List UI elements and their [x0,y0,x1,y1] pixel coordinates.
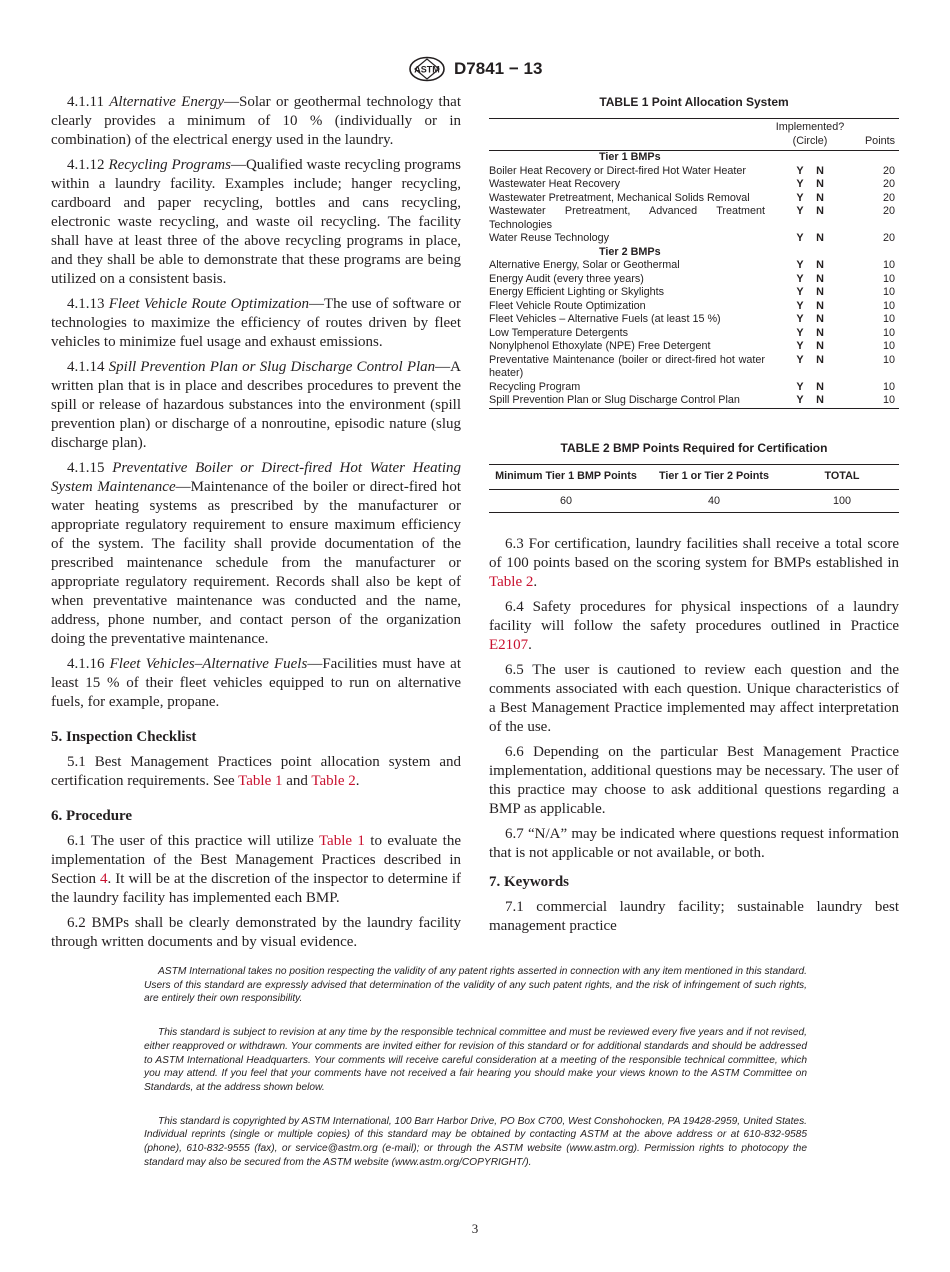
bmp-name: Alternative Energy, Solar or Geothermal [489,259,680,271]
t2-header-total: TOTAL [785,464,899,489]
table-2-link[interactable]: Table 2 [311,773,356,789]
yes-option[interactable]: Y [796,178,804,190]
implemented-choice[interactable] [765,178,855,192]
point-allocation-body [489,151,899,409]
page-number: 3 [471,1221,479,1236]
table-row [489,394,899,408]
section-6-2: 6.2 BMPs shall be clearly demonstrated by the laundry facility through written documents and by visual evidence. [51,915,461,950]
table-row [489,313,899,327]
table-row [489,165,899,179]
section-5-1: 5.1 Best Management Practices point allocation system and certification requirements. See Table 1 and Table 2. [51,754,461,789]
no-option[interactable]: N [816,178,824,190]
implemented-choice[interactable] [765,273,855,287]
table-row [489,327,899,341]
implemented-choice[interactable] [765,232,855,246]
bmp-points: 10 [882,340,895,352]
bmp-points: 20 [882,178,895,190]
yes-option[interactable]: Y [796,259,804,271]
bmp-name: Fleet Vehicles – Alternative Fuels (at least 15 %) [489,313,721,325]
tier-heading: Tier 2 BMPs [599,245,661,258]
right-column [489,93,899,942]
yes-option[interactable]: Y [796,191,804,204]
e2107-link[interactable]: E2107 [489,636,529,653]
yes-option[interactable]: Y [796,205,804,217]
no-option[interactable]: N [816,272,824,285]
bmp-points: 10 [882,272,895,285]
bmp-name: Fleet Vehicle Route Optimization [489,299,646,312]
bmp-points: 10 [882,353,895,366]
table-row [489,205,899,232]
section-4-1-15: 4.1.15 Preventative Boiler or Direct-fired Hot Water Heating System Maintenance—Maintenance of the boiler or direct-fired hot water heating systems as prescribed by the manufacturer or appropriate regulatory requirement to ensure maximum efficiency of the system. The facility shall provide documentation of the prescribed maintenance schedule from the manufacturer or appropriate regulatory requirement. Records shall also be kept of when preventative maintenance was conducted and the name, address, phone number, and contact person of the organization doing the preventative maintenance. [51,460,462,647]
no-option[interactable]: N [816,313,824,325]
left-column [51,93,461,958]
table-row [489,232,899,246]
implemented-choice[interactable] [765,192,855,206]
bmp-points: 10 [882,394,895,406]
table-2-link[interactable]: Table 2 [489,573,534,590]
section-4-link[interactable]: 4 [100,871,108,887]
bmp-points: 10 [882,286,895,298]
yes-option[interactable]: Y [796,286,804,298]
copyright-notice: This standard is copyrighted by ASTM International, 100 Barr Harbor Drive, PO Box C700, West Conshohocken, PA 19428-2959, United States. Individual reprints (single or multiple copies) of this standard may be obtained by contacting ASTM at the above address or at 610-832-9585 (phone), 610-832-9555 (fax), or service@astm.org (e-mail); or through the ASTM website (www.astm.org). Permission rights to photocopy the standard may also be secured from the ASTM website (www.astm.org/COPYRIGHT/). [144,1115,807,1168]
bmp-name: Energy Efficient Lighting or Skylights [489,286,665,298]
revision-notice: This standard is subject to revision at any time by the responsible technical committee and must be reviewed every five years and if not revised, either reapproved or withdrawn. Your comments are invited either for revision of this standard or for additional standards and should be addressed to ASTM International Headquarters. Your comments will receive careful consideration at a meeting of the responsible technical committee, which you may attend. If you feel that your comments have not received a fair hearing you should make your views known to the ASTM Committee on Standards, at the address shown below. [144,1027,807,1093]
bmp-name: Low Temperature Detergents [489,326,629,339]
page-header [0,56,950,82]
implemented-choice[interactable] [765,381,855,395]
bmp-points: 10 [882,313,895,325]
section-6-7: 6.7 “N/A” may be indicated where questions request information that is not applicable or not available, or both. [489,825,899,861]
astm-logo-icon [408,56,446,82]
certification-points-table [489,464,899,513]
tier-heading: Tier 1 BMPs [599,151,661,163]
implemented-choice[interactable] [765,354,855,381]
implemented-choice[interactable] [765,165,855,179]
t2-header-min-tier1: Minimum Tier 1 BMP Points [489,464,643,489]
bmp-points: 10 [882,259,895,271]
section-7-1: 7.1 commercial laundry facility; sustainable laundry best management practice [489,898,899,934]
table-row [489,273,899,287]
bmp-points: 20 [882,232,895,244]
table-1-link[interactable]: Table 1 [318,833,365,849]
table-row [489,340,899,354]
bmp-points: 10 [882,299,895,312]
yes-option[interactable]: Y [796,232,804,244]
no-option[interactable]: N [816,394,824,406]
section-4-1-16: 4.1.16 Fleet Vehicles–Alternative Fuels—Facilities must have at least 15 % of their fleet vehicles equipped to run on alternative fuels, for example, propane. [51,656,461,710]
tier-heading-row [489,151,899,165]
table-row [489,381,899,395]
section-4-1-12: 4.1.12 Recycling Programs—Qualified waste recycling programs within a laundry facility. Examples include; hanger recycling, cardboard and paper recycling, bottles and cans recycling, electronic waste recycling, and waste oil recycling. The facility shall have at least three of the above recycling programs in place, and they shall be able to demonstrate that these programs are being utilized on a consistent basis. [51,157,461,287]
implemented-choice[interactable] [765,259,855,273]
table-row [489,489,899,512]
implemented-choice[interactable] [765,205,855,232]
t2-header-tier1-or-tier2: Tier 1 or Tier 2 Points [643,464,785,489]
implemented-choice[interactable] [765,327,855,341]
table-row [489,286,899,300]
implemented-choice[interactable] [765,300,855,314]
bmp-name: Nonylphenol Ethoxylate (NPE) Free Detergent [489,340,711,352]
section-6-4: 6.4 Safety procedures for physical inspections of a laundry facility will follow the safety procedures outlined in Practice E2107. [489,598,899,653]
implemented-choice[interactable] [765,394,855,408]
bmp-name: Boiler Heat Recovery or Direct-fired Hot Water Heater [489,164,747,177]
section-4-1-11: 4.1.11 Alternative Energy—Solar or geothermal technology that clearly provides a minimum of 10 % (individually or in combination) of the electrical energy used in the laundry. [51,94,461,148]
no-option[interactable]: N [816,326,824,339]
table-row [489,259,899,273]
table-row [489,192,899,206]
yes-option[interactable]: Y [796,353,804,366]
heading-keywords: 7. Keywords [489,873,569,890]
yes-option[interactable]: Y [796,340,804,352]
point-allocation-table [489,118,899,409]
no-option[interactable]: N [816,259,824,271]
implemented-choice[interactable] [765,313,855,327]
heading-inspection-checklist: 5. Inspection Checklist [51,729,197,745]
tier-heading-row [489,246,899,260]
bmp-name: Energy Audit (every three years) [489,272,644,285]
bmp-name: Wastewater Pretreatment, Mechanical Solids Removal [489,191,750,204]
standard-designation: D7841 − 13 [454,59,543,78]
bmp-points: 20 [882,191,895,204]
no-option[interactable]: N [816,164,824,177]
bmp-points: 20 [882,164,895,177]
section-6-1: 6.1 The user of this practice will utilize Table 1 to evaluate the implementation of the Best Management Practices described in Section 4. It will be at the discretion of the inspector to determine if the laundry facility has implemented each BMP. [51,833,461,906]
t2-tier1-or-tier2-value: 40 [707,494,720,507]
implemented-choice[interactable] [765,286,855,300]
t2-min-tier1-value: 60 [559,494,572,507]
no-option[interactable]: N [816,286,824,298]
table-2-title: TABLE 2 BMP Points Required for Certification [560,440,828,455]
yes-option[interactable]: Y [796,164,804,177]
yes-option[interactable]: Y [796,326,804,339]
table-1-title: TABLE 1 Point Allocation System [599,95,789,109]
section-6-6: 6.6 Depending on the particular Best Management Practice implementation, additional questions may be necessary. The user of this practice may choose to ask additional questions regarding a BMP as applicable. [489,743,899,817]
bmp-name: Water Reuse Technology [489,232,610,244]
col-points: Points [864,134,895,147]
bmp-name: Recycling Program [489,380,581,393]
bmp-name: Wastewater Pretreatment, Advanced Treatment Technologies [489,205,765,231]
bmp-name: Wastewater Heat Recovery [489,178,621,190]
t2-total-value: 100 [832,494,851,507]
table-row [489,354,899,381]
legal-footnotes [144,965,807,1189]
yes-option[interactable]: Y [796,299,804,312]
section-6-5: 6.5 The user is cautioned to review each question and the comments associated with each question. Unique characteristics of a Best Management Practice implemented may affect interpretation of the use. [489,661,899,735]
col-implemented: Implemented? (Circle) [775,121,845,147]
bmp-name: Preventative Maintenance (boiler or direct-fired hot water heater) [489,353,765,379]
yes-option[interactable]: Y [796,313,804,325]
no-option[interactable]: N [816,299,824,312]
section-4-1-13: 4.1.13 Fleet Vehicle Route Optimization—The use of software or technologies to maximize the efficiency of routes driven by fleet vehicles to minimize fuel usage and exhaust emissions. [51,296,461,350]
no-option[interactable]: N [816,340,824,352]
yes-option[interactable]: Y [796,394,804,406]
table-1-link[interactable]: Table 1 [238,773,283,789]
bmp-points: 20 [882,205,895,217]
patent-notice: ASTM International takes no position respecting the validity of any patent rights asserted in connection with any item mentioned in this standard. Users of this standard are expressly advised that determination of the validity of any such patent rights, and the risk of infringement of such rights, are entirely their own responsibility. [144,966,807,1005]
no-option[interactable]: N [816,353,824,366]
no-option[interactable]: N [816,205,824,217]
bmp-points: 10 [882,326,895,339]
no-option[interactable]: N [816,191,824,204]
no-option[interactable]: N [816,232,824,244]
section-4-1-14: 4.1.14 Spill Prevention Plan or Slug Discharge Control Plan—A written plan that is in place and describes procedures to prevent the spill or release of hazardous substances into the environment (spill prevention plan) or discharge of a nonroutine, episodic nature (slug discharge plan). [51,359,461,451]
yes-option[interactable]: Y [796,380,804,393]
implemented-choice[interactable] [765,340,855,354]
table-row [489,300,899,314]
bmp-points: 10 [882,380,895,393]
svg-text:ASTM: ASTM [413,64,440,75]
no-option[interactable]: N [816,380,824,393]
yes-option[interactable]: Y [796,272,804,285]
bmp-name: Spill Prevention Plan or Slug Discharge Control Plan [489,394,740,406]
section-6-3: 6.3 For certification, laundry facilities shall receive a total score of 100 points based on the scoring system for BMPs established in Table 2. [489,535,899,590]
table-row [489,178,899,192]
heading-procedure: 6. Procedure [51,808,133,824]
